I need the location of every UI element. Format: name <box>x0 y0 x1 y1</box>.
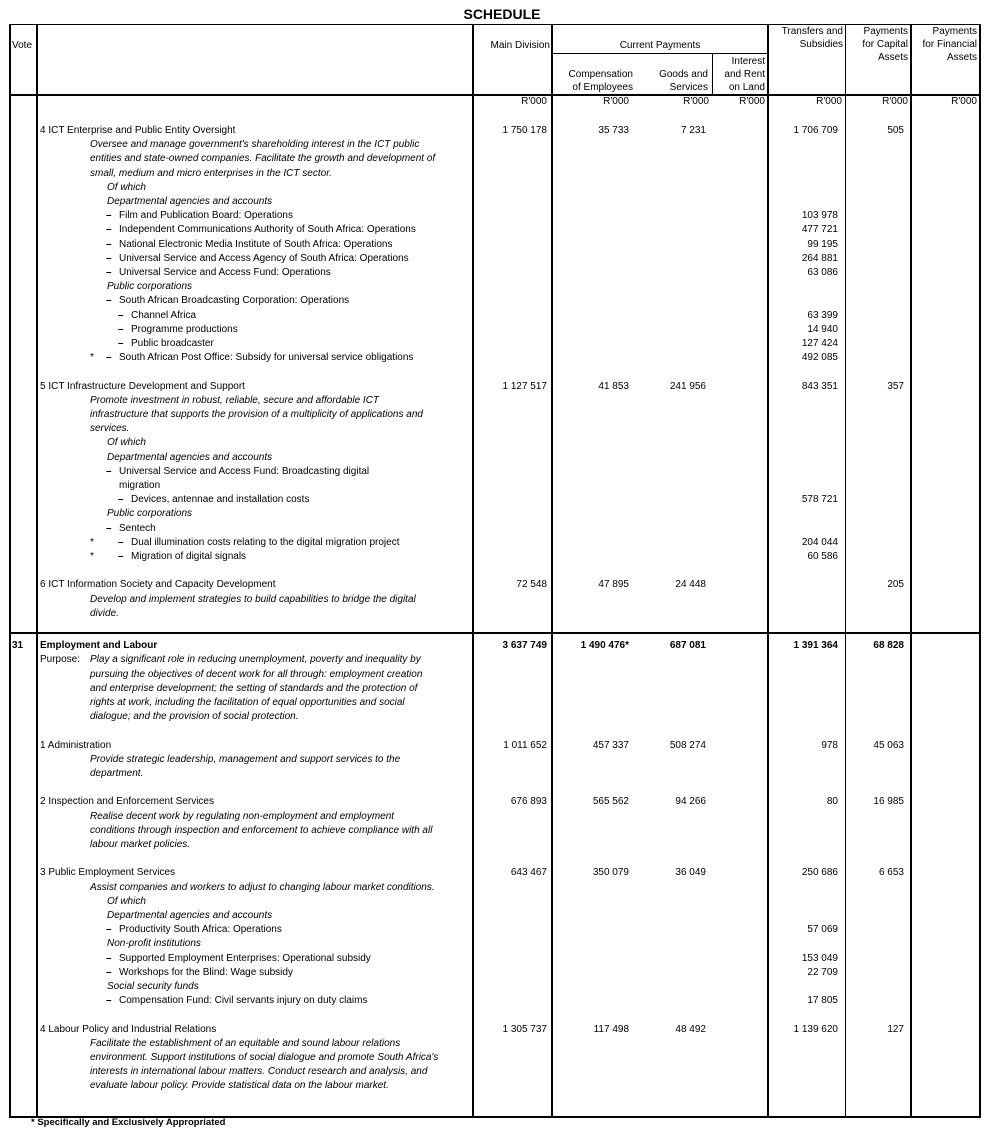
unit-financial: R'000 <box>951 96 977 107</box>
vote-value-goods: 687 081 <box>669 640 706 652</box>
dash-bullet: – <box>106 267 112 278</box>
subheading: Social security funds <box>107 981 199 992</box>
programme-description: labour market policies. <box>90 839 191 850</box>
programme-value-cap: 357 <box>887 380 904 392</box>
dash-bullet: – <box>118 536 124 548</box>
programme-value-comp: 47 895 <box>598 579 629 591</box>
transfer-value: 17 805 <box>807 995 838 1007</box>
programme-value-cap: 127 <box>887 1023 904 1035</box>
transfer-sub-item: Migration of digital signals <box>131 551 247 562</box>
programme-value-comp: 41 853 <box>598 380 629 392</box>
header-main-division: Main Division <box>490 40 550 51</box>
header-vote: Vote <box>12 40 33 51</box>
programme-value-main: 643 467 <box>510 867 547 879</box>
transfer-item: Workshops for the Blind: Wage subsidy <box>119 966 293 978</box>
subheading: Departmental agencies and accounts <box>107 910 273 921</box>
vote-value-cap: 68 828 <box>873 640 904 652</box>
vote-divider <box>10 632 980 634</box>
subheading: Public corporations <box>107 281 193 293</box>
dash-bullet: – <box>106 295 112 307</box>
vote-value-comp: 1 490 476* <box>580 640 629 652</box>
programme-description: Realise decent work by regulating non-employment and employment <box>90 810 395 822</box>
vote-column-border <box>36 24 38 1118</box>
purpose-text: and enterprise development; the setting of standards and the protection of <box>90 682 418 694</box>
header-financial <box>912 25 977 64</box>
dash-bullet: – <box>106 238 112 250</box>
programme-value-comp: 457 337 <box>592 739 629 751</box>
transfer-item: Independent Communications Authority of South Africa: Operations <box>119 224 416 236</box>
dash-bullet: – <box>118 309 124 321</box>
programme-title: 5 ICT Infrastructure Development and Support <box>40 380 245 392</box>
programme-title: 4 Labour Policy and Industrial Relations <box>40 1023 217 1035</box>
header-transfers-line1: Transfers and <box>781 26 843 37</box>
header-capital-line2: for Capital <box>862 39 908 50</box>
unit-interest: R'000 <box>739 96 765 107</box>
unit-main: R'000 <box>521 96 547 107</box>
programme-description: infrastructure that supports the provision of a multiplicity of applications and <box>90 409 423 420</box>
specifically-appropriated-marker: * <box>90 352 94 364</box>
programme-value-cap: 205 <box>887 579 904 591</box>
dash-bullet: – <box>106 352 112 364</box>
programme-value-main: 676 893 <box>510 796 547 808</box>
header-interest <box>714 55 765 94</box>
programme-value-trans: 1 706 709 <box>793 125 838 136</box>
transfer-value: 99 195 <box>807 238 838 250</box>
border-left <box>9 24 11 1118</box>
programme-value-goods: 94 266 <box>675 796 706 808</box>
specifically-appropriated-marker: * <box>90 536 94 548</box>
transfer-item: Productivity South Africa: Operations <box>119 924 282 936</box>
programme-value-main: 1 750 178 <box>502 125 547 136</box>
transfer-value: 60 586 <box>807 551 838 562</box>
programme-description: evaluate labour policy. Provide statistical data on the labour market. <box>90 1080 389 1092</box>
transfer-sub-item: Devices, antennae and installation costs <box>131 494 310 506</box>
programme-value-cap: 16 985 <box>873 796 904 808</box>
header-current-payments: Current Payments <box>619 40 701 51</box>
transfer-value: 204 044 <box>801 536 838 548</box>
transfer-item: Compensation Fund: Civil servants injury on duty claims <box>119 995 368 1007</box>
transfer-value: 264 881 <box>801 252 838 264</box>
programme-value-cap: 45 063 <box>873 739 904 751</box>
border-right <box>979 24 981 1118</box>
programme-title: 6 ICT Information Society and Capacity Development <box>40 579 276 591</box>
programme-value-trans: 843 351 <box>801 380 838 392</box>
transfer-value: 578 721 <box>801 494 838 506</box>
transfer-value: 63 086 <box>807 267 838 278</box>
programme-value-main: 1 011 652 <box>503 739 547 751</box>
programme-value-trans: 1 139 620 <box>793 1023 838 1035</box>
page-title: SCHEDULE <box>463 6 541 22</box>
header-financial-line3: Assets <box>946 52 977 63</box>
transfer-item: Film and Publication Board: Operations <box>119 210 293 222</box>
transfer-sub-item: Channel Africa <box>131 309 197 321</box>
programme-title: 1 Administration <box>40 739 112 751</box>
description-column-border <box>472 24 474 1118</box>
header-compensation <box>553 68 633 94</box>
programme-value-cap: 6 653 <box>878 867 904 879</box>
transfer-sub-item: Dual illumination costs relating to the digital migration project <box>131 536 400 548</box>
dash-bullet: – <box>106 966 112 978</box>
dash-bullet: – <box>118 323 124 335</box>
subheading: Departmental agencies and accounts <box>107 196 273 207</box>
dash-bullet: – <box>106 952 112 964</box>
transfer-item: Universal Service and Access Fund: Operations <box>119 267 331 278</box>
dash-bullet: – <box>106 210 112 222</box>
purpose-text: rights at work, including the facilitation of equal opportunities and social <box>90 697 405 708</box>
dash-bullet: – <box>118 494 124 506</box>
programme-description: small, medium and micro enterprises in the ICT sector. <box>90 167 332 179</box>
programme-title: 4 ICT Enterprise and Public Entity Oversight <box>40 125 236 136</box>
dash-bullet: – <box>106 995 112 1007</box>
transfer-value: 57 069 <box>807 924 838 936</box>
subheading: Departmental agencies and accounts <box>107 451 273 463</box>
programme-description: interests in international labour matters. Conduct research and analysis, and <box>90 1066 428 1078</box>
transfer-item: migration <box>119 480 161 491</box>
subheading: Of which <box>107 437 146 449</box>
dash-bullet: – <box>106 924 112 936</box>
footnote: * Specifically and Exclusively Appropriated <box>31 1117 226 1128</box>
programme-title: 3 Public Employment Services <box>40 867 176 879</box>
purpose-text: dialogue; and the provision of social protection. <box>90 711 299 723</box>
programme-description: Facilitate the establishment of an equitable and sound labour relations <box>90 1037 401 1049</box>
vote-title: Employment and Labour <box>40 640 158 652</box>
subheading: Public corporations <box>107 508 193 520</box>
transfer-sub-item: Public broadcaster <box>131 338 214 349</box>
transfer-value: 22 709 <box>807 966 838 978</box>
specifically-appropriated-marker: * <box>90 551 94 562</box>
programme-value-goods: 241 956 <box>669 380 706 392</box>
transfer-value: 477 721 <box>801 224 838 236</box>
header-capital-line3: Assets <box>877 52 908 63</box>
programme-value-main: 1 127 517 <box>502 380 547 392</box>
transfer-value: 63 399 <box>807 309 838 321</box>
programme-value-comp: 35 733 <box>598 125 629 136</box>
header-goods-line2: Services <box>669 82 708 93</box>
header-financial-line2: for Financial <box>922 39 977 50</box>
programme-value-goods: 508 274 <box>669 739 706 751</box>
programme-title: 2 Inspection and Enforcement Services <box>40 796 214 808</box>
transfer-item: National Electronic Media Institute of South Africa: Operations <box>119 238 393 250</box>
programme-description: services. <box>90 423 130 435</box>
vote-number: 31 <box>12 640 24 652</box>
programme-description: department. <box>90 768 144 779</box>
transfer-sub-item: Programme productions <box>131 323 238 335</box>
header-transfers-line2: Subsidies <box>799 39 843 50</box>
vote-value-trans: 1 391 364 <box>793 640 838 652</box>
programme-value-comp: 117 498 <box>593 1023 629 1035</box>
subheading: Of which <box>107 181 146 193</box>
transfer-value: 153 049 <box>801 952 838 964</box>
unit-compensation: R'000 <box>603 96 629 107</box>
programme-description: environment. Support institutions of social dialogue and promote South Africa's <box>90 1052 439 1063</box>
dash-bullet: – <box>118 551 124 562</box>
programme-value-trans: 978 <box>821 739 838 751</box>
transfer-item: Universal Service and Access Fund: Broadcasting digital <box>119 465 370 477</box>
programme-description: Develop and implement strategies to build capabilities to bridge the digital <box>90 593 416 605</box>
header-goods <box>640 68 708 94</box>
programme-description: Promote investment in robust, reliable, secure and affordable ICT <box>90 394 380 406</box>
header-compensation-line2: of Employees <box>572 82 633 93</box>
purpose-text: Play a significant role in reducing unemployment, poverty and inequality by <box>90 654 421 666</box>
subheading: Of which <box>107 895 146 907</box>
programme-value-cap: 505 <box>887 125 904 136</box>
transfer-value: 492 085 <box>801 352 838 364</box>
programme-description: Provide strategic leadership, management and support services to the <box>90 753 401 765</box>
transfer-item: Supported Employment Enterprises: Operational subsidy <box>119 952 371 964</box>
header-capital-line1: Payments <box>863 26 908 37</box>
programme-value-goods: 24 448 <box>675 579 706 591</box>
unit-transfers: R'000 <box>816 96 842 107</box>
header-compensation-line1: Compensation <box>568 69 633 80</box>
programme-description: entities and state-owned companies. Facilitate the growth and development of <box>90 153 436 165</box>
purpose-text: pursuing the objectives of decent work for all through: employment creation <box>90 668 423 680</box>
programme-description: conditions through inspection and enforcement to achieve compliance with all <box>90 824 433 836</box>
programme-value-goods: 7 231 <box>680 125 706 136</box>
programme-description: Assist companies and workers to adjust to changing labour market conditions. <box>90 881 435 893</box>
header-capital <box>847 25 908 64</box>
goods-column-border <box>712 53 713 96</box>
header-interest-line3: on Land <box>728 82 765 93</box>
programme-value-goods: 36 049 <box>675 867 706 879</box>
transfer-item: South African Broadcasting Corporation: Operations <box>119 295 350 307</box>
subheading: Non-profit institutions <box>107 938 201 950</box>
dash-bullet: – <box>118 338 124 349</box>
main-division-column-border <box>551 24 553 1118</box>
programme-value-main: 72 548 <box>516 579 547 591</box>
purpose-label: Purpose: <box>40 654 81 666</box>
programme-value-trans: 250 686 <box>801 867 838 879</box>
dash-bullet: – <box>106 465 112 477</box>
dash-bullet: – <box>106 522 112 534</box>
programme-value-comp: 350 079 <box>592 867 629 879</box>
header-transfers <box>769 25 843 51</box>
programme-description: divide. <box>90 607 119 619</box>
transfers-column-border <box>845 24 846 1118</box>
current-payments-underline <box>552 53 768 54</box>
dash-bullet: – <box>106 252 112 264</box>
programme-value-comp: 565 562 <box>592 796 629 808</box>
header-interest-line1: Interest <box>731 56 765 67</box>
header-interest-line2: and Rent <box>724 69 765 80</box>
programme-description: Oversee and manage government's shareholding interest in the ICT public <box>90 139 420 151</box>
capital-column-border <box>910 24 912 1118</box>
transfer-item: Universal Service and Access Agency of South Africa: Operations <box>119 252 409 264</box>
unit-goods: R'000 <box>683 96 709 107</box>
transfer-value: 103 978 <box>801 210 838 222</box>
programme-value-goods: 48 492 <box>675 1023 706 1035</box>
dash-bullet: – <box>106 224 112 236</box>
transfer-item: Sentech <box>119 522 156 534</box>
unit-capital: R'000 <box>882 96 908 107</box>
transfer-value: 14 940 <box>807 323 838 335</box>
header-goods-line1: Goods and <box>659 69 708 80</box>
transfer-value: 127 424 <box>801 338 838 349</box>
programme-value-trans: 80 <box>826 796 838 808</box>
transfer-item: South African Post Office: Subsidy for universal service obligations <box>119 352 414 364</box>
vote-value-main: 3 637 749 <box>502 640 547 652</box>
header-financial-line1: Payments <box>932 26 977 37</box>
programme-value-main: 1 305 737 <box>502 1023 547 1035</box>
